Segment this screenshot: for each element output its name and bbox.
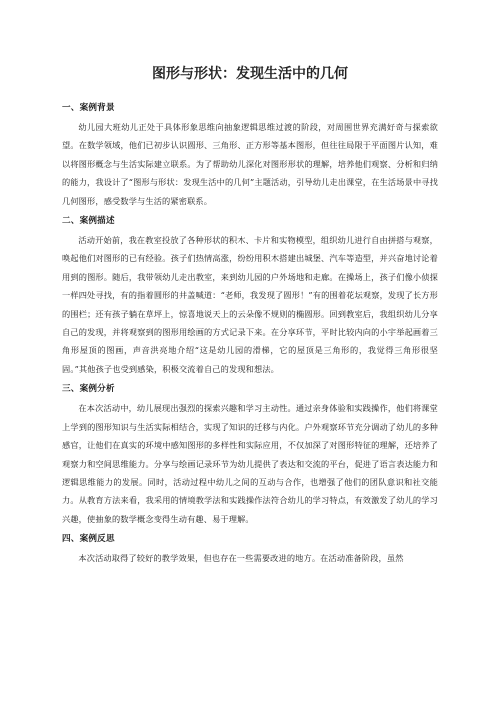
- document-title: 图形与形状：发现生活中的几何: [152, 66, 348, 82]
- section-background: [62, 101, 438, 210]
- section-paragraph: 幼儿园大班幼儿正处于具体形象思维向抽象逻辑思维过渡的阶段，对周围世界充满好奇与探索欲望。在数学领域，他们已初步认识圆形、三角形、正方形等基本图形，但往往局限于平面图片认知，难以将图形概念与生活实际建立联系。为了帮助幼儿深化对图形形状的理解，培养他们观察、分析和归纳的能力，我设计了“图形与形状：发现生活中的几何”主题活动，引导幼儿走出课堂，在生活场景中寻找几何图形，感受数学与生活的紧密联系。: [62, 122, 438, 206]
- section-description: [62, 214, 438, 378]
- section-paragraph: 活动开始前，我在教室投放了各种形状的积木、卡片和实物模型，组织幼儿进行自由拼搭与观察，唤起他们对图形的已有经验。孩子们热情高涨，纷纷用积木搭建出城堡、汽车等造型，并兴奋地讨论着用到的图形。随后，我带领幼儿走出教室，来到幼儿园的户外场地和走廊。在操场上，孩子们像小侦探一样四处寻找，有的指着圆形的井盖喊道：“老师，我发现了圆形！”有的围着花坛观察，发现了长方形的围栏；还有孩子躺在草坪上，惊喜地说天上的云朵像不规则的椭圆形。回到教室后，我组织幼儿分享自己的发现，并将观察到的图形用绘画的方式记录下来。在分享环节，平时比较内向的小宇举起画着三角形屋顶的图画，声音洪亮地介绍“这是幼儿园的滑梯，它的屋顶是三角形的，我觉得三角形很坚固。”其他孩子也受到感染，积极交流着自己的发现和想法。: [62, 235, 438, 374]
- section-paragraph: 本次活动取得了较好的教学效果，但也存在一些需要改进的地方。在活动准备阶段，虽然: [78, 553, 404, 564]
- section-paragraph: 在本次活动中，幼儿展现出强烈的探索兴趣和学习主动性。通过亲身体验和实践操作，他们将课堂上学到的图形知识与生活实际相结合，实现了知识的迁移与内化。户外观察环节充分调动了幼儿的多种感官，让他们在真实的环境中感知图形的多样性和实际应用，不仅加深了对图形特征的理解，还培养了观察力和空间思维能力。分享与绘画记录环节为幼儿提供了表达和交流的平台，促进了语言表达能力和逻辑思维能力的发展。同时，活动过程中幼儿之间的互动与合作，也增强了他们的团队意识和社交能力。从教育方法来看，我采用的情境教学法和实践操作法符合幼儿的学习特点，有效激发了幼儿的学习兴趣，使抽象的数学概念变得生动有趣、易于理解。: [62, 403, 438, 524]
- section-heading: 二、案例描述: [62, 216, 115, 227]
- section-reflection: [62, 532, 438, 567]
- section-analysis: [62, 382, 438, 528]
- section-heading: 四、案例反思: [62, 534, 115, 545]
- section-heading: 一、案例背景: [62, 103, 115, 113]
- section-heading: 三、案例分析: [62, 384, 115, 395]
